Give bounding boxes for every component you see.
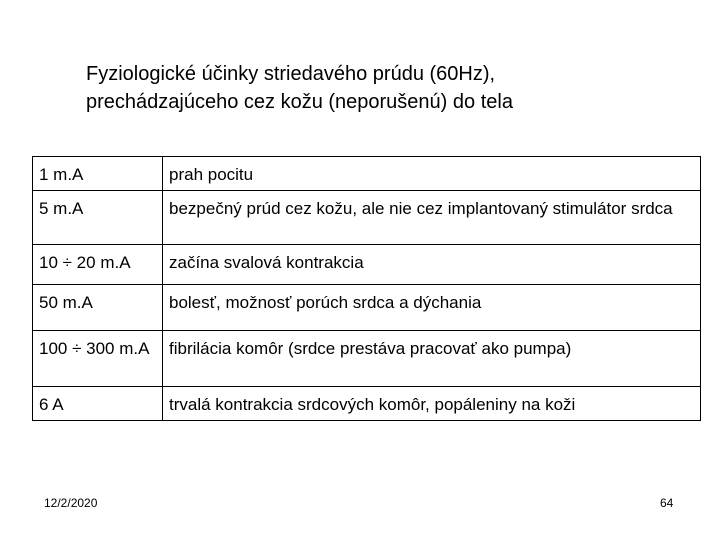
effect-cell: začína svalová kontrakcia	[163, 245, 701, 285]
table-row	[33, 331, 701, 387]
current-cell: 5 m.A	[33, 191, 163, 245]
slide-title	[86, 60, 706, 116]
page-number: 64	[660, 496, 674, 510]
current-cell: 10 ÷ 20 m.A	[33, 245, 163, 285]
footer-date: 12/2/2020	[44, 496, 98, 510]
effect-cell: trvalá kontrakcia srdcových komôr, popáleniny na koži	[163, 387, 701, 421]
current-cell: 100 ÷ 300 m.A	[33, 331, 163, 387]
table-row	[33, 191, 701, 245]
table-row	[33, 157, 701, 191]
current-effects-table	[32, 156, 701, 421]
effect-cell: bolesť, možnosť porúch srdca a dýchania	[163, 285, 701, 331]
table-row	[33, 245, 701, 285]
slide-title-line-1: Fyziologické účinky striedavého prúdu (60Hz),	[86, 63, 496, 85]
current-cell: 6 A	[33, 387, 163, 421]
table-row	[33, 387, 701, 421]
effect-cell: prah pocitu	[163, 157, 701, 191]
current-cell: 1 m.A	[33, 157, 163, 191]
effect-cell: bezpečný prúd cez kožu, ale nie cez implantovaný stimulátor srdca	[163, 191, 701, 245]
slide-title-line-2: prechádzajúceho cez kožu (neporušenú) do tela	[86, 91, 513, 113]
current-cell: 50 m.A	[33, 285, 163, 331]
effect-cell: fibrilácia komôr (srdce prestáva pracovať ako pumpa)	[163, 331, 701, 387]
table-row	[33, 285, 701, 331]
